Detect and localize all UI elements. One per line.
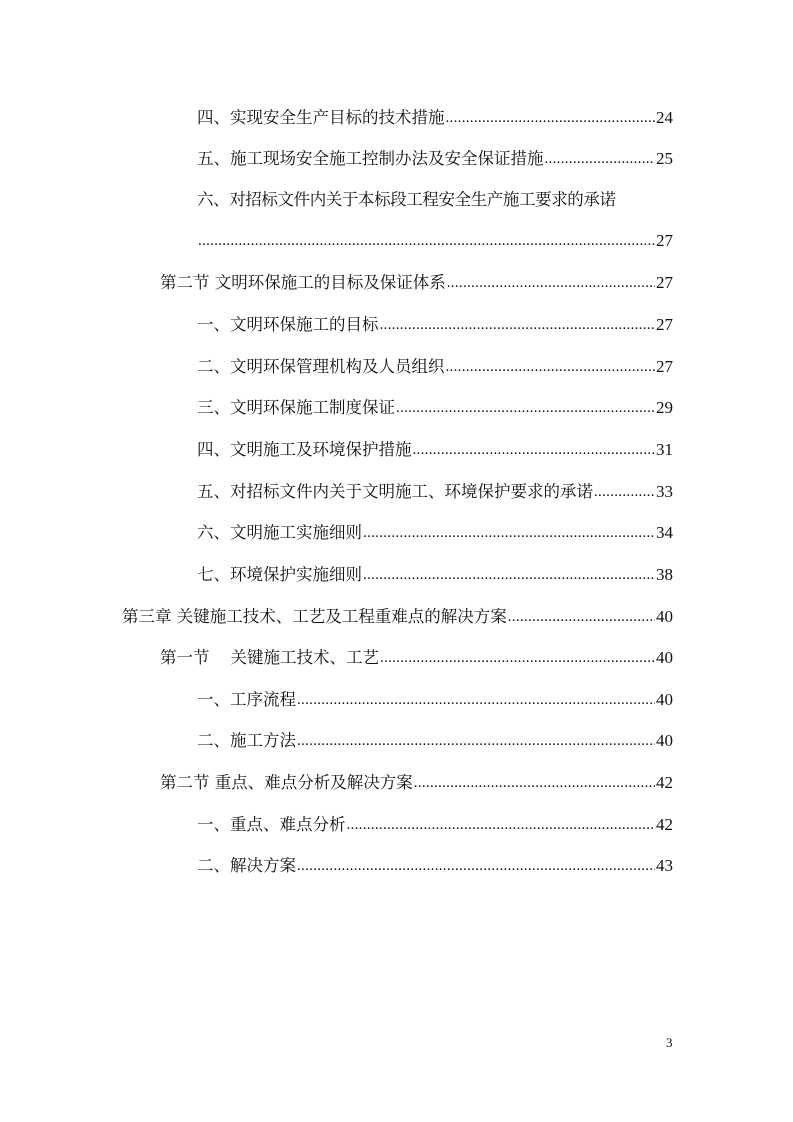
- dot-leader: [413, 439, 656, 461]
- toc-title: 第一节 关键施工技术、工艺: [160, 648, 379, 667]
- dot-leader: [447, 272, 655, 294]
- toc-page: 33: [656, 482, 673, 501]
- toc-page: 40: [656, 690, 673, 709]
- toc-title: 一、工序流程: [197, 690, 296, 709]
- toc-title: 五、施工现场安全施工控制办法及安全保证措施: [197, 149, 544, 168]
- toc-entry[interactable]: [197, 148, 673, 170]
- toc-title: 二、施工方法: [197, 731, 296, 750]
- toc-entry[interactable]: [197, 107, 673, 129]
- toc-entry[interactable]: [197, 522, 673, 544]
- dot-leader: [446, 107, 656, 129]
- toc-entry[interactable]: [160, 772, 673, 794]
- toc-page: 31: [656, 440, 673, 459]
- toc-entry[interactable]: [197, 397, 673, 419]
- toc-entry[interactable]: [197, 189, 673, 211]
- toc-page: 27: [656, 357, 673, 376]
- toc-title: 六、对招标文件内关于本标段工程安全生产施工要求的承诺: [197, 190, 616, 209]
- toc-title: 第二节 文明环保施工的目标及保证体系: [160, 273, 446, 292]
- toc-title: 四、实现安全生产目标的技术措施: [197, 108, 445, 127]
- toc-title: 二、解决方案: [197, 856, 296, 875]
- toc-page: 27: [656, 315, 673, 334]
- toc-entry[interactable]: [197, 314, 673, 336]
- toc-entry[interactable]: [160, 647, 673, 669]
- dot-leader: [380, 314, 656, 336]
- toc-title: 四、文明施工及环境保护措施: [197, 440, 412, 459]
- toc-page: 25: [656, 149, 673, 168]
- toc-page: 27: [656, 273, 673, 292]
- toc-entry-continuation[interactable]: [197, 230, 673, 252]
- dot-leader: [414, 772, 655, 794]
- toc-title: 二、文明环保管理机构及人员组织: [197, 357, 445, 376]
- toc-entry[interactable]: [122, 606, 673, 628]
- toc-title: 第二节 重点、难点分析及解决方案: [160, 773, 413, 792]
- toc-entry[interactable]: [197, 689, 673, 711]
- toc-title: 三、文明环保施工制度保证: [197, 398, 395, 417]
- dot-leader: [297, 730, 655, 752]
- toc-page: 42: [656, 815, 673, 834]
- toc-title: 七、环境保护实施细则: [197, 565, 362, 584]
- toc-page: 27: [656, 231, 673, 250]
- toc-entry[interactable]: [197, 855, 673, 877]
- toc-entry[interactable]: [197, 730, 673, 752]
- toc-entry[interactable]: [197, 356, 673, 378]
- dot-leader: [297, 689, 655, 711]
- page-number: 3: [666, 1035, 673, 1050]
- toc-title: 一、重点、难点分析: [197, 815, 346, 834]
- dot-leader: [508, 606, 655, 628]
- dot-leader: [396, 397, 655, 419]
- toc-page: 40: [656, 607, 673, 626]
- toc-title: 五、对招标文件内关于文明施工、环境保护要求的承诺: [197, 482, 593, 501]
- toc-title: 六、文明施工实施细则: [197, 523, 362, 542]
- dot-leader: [297, 855, 655, 877]
- toc-entry[interactable]: [197, 481, 673, 503]
- dot-leader: [380, 647, 655, 669]
- dot-leader: [594, 481, 655, 503]
- toc-page: 24: [656, 108, 673, 127]
- toc-page: 29: [656, 398, 673, 417]
- dot-leader: [545, 148, 656, 170]
- toc-page: 40: [656, 648, 673, 667]
- dot-leader: [347, 814, 656, 836]
- dot-leader: [446, 356, 656, 378]
- toc-entry[interactable]: [197, 814, 673, 836]
- toc-page: 43: [656, 856, 673, 875]
- toc-title: 一、文明环保施工的目标: [197, 315, 379, 334]
- toc-page: 42: [656, 773, 673, 792]
- toc-page: 38: [656, 565, 673, 584]
- toc-entry[interactable]: [197, 439, 673, 461]
- dot-leader: [363, 522, 655, 544]
- toc-page: 40: [656, 731, 673, 750]
- dot-leader: [198, 230, 655, 252]
- toc-title: 第三章 关键施工技术、工艺及工程重难点的解决方案: [122, 607, 507, 626]
- dot-leader: [363, 564, 655, 586]
- toc-page: 34: [656, 523, 673, 542]
- toc-entry[interactable]: [197, 564, 673, 586]
- toc-entry[interactable]: [160, 272, 673, 294]
